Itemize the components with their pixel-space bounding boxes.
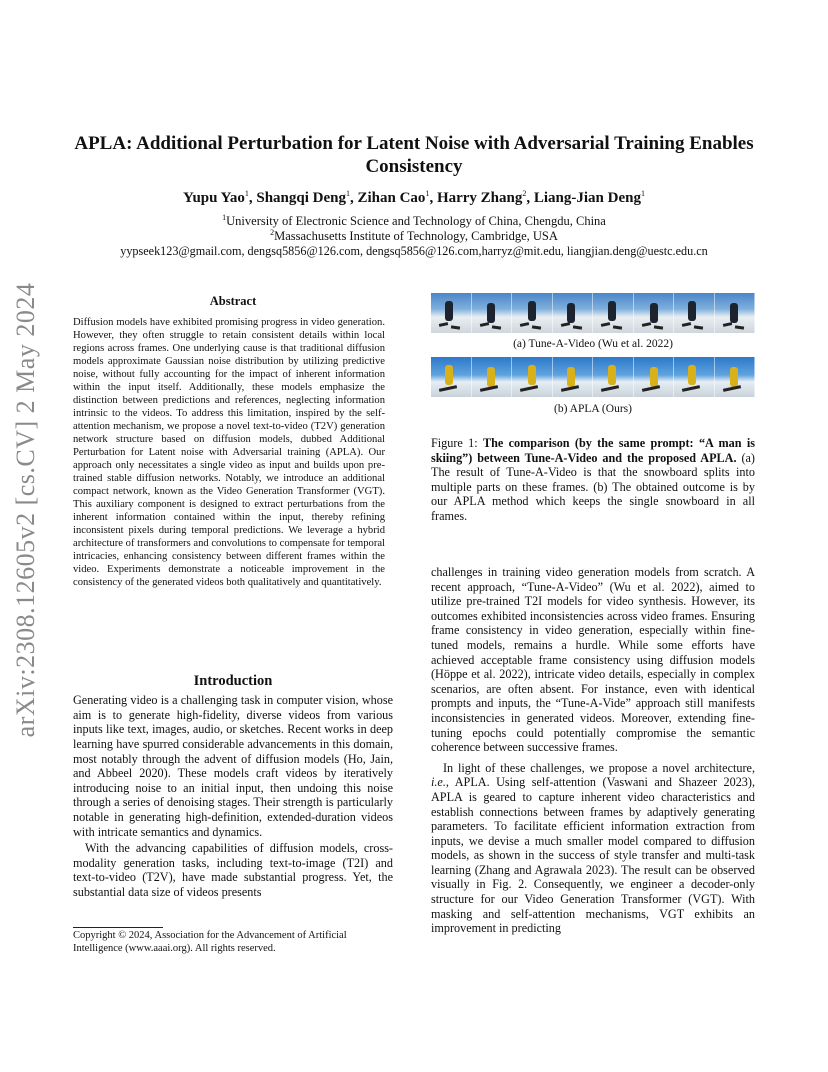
figure-subcaption-a: (a) Tune-A-Video (Wu et al. 2022) bbox=[513, 338, 673, 350]
snowboard bbox=[439, 385, 457, 392]
snowboard bbox=[560, 322, 569, 327]
figure-caption-bold: The comparison (by the same prompt: “A man is skiing”) between Tune-A-Video and the proposed APLA. bbox=[431, 436, 755, 465]
snowboard bbox=[722, 322, 731, 327]
author-name: Shangqi Deng bbox=[256, 190, 346, 206]
skier-figure bbox=[730, 303, 738, 323]
figure-subcaption-b: (b) APLA (Ours) bbox=[554, 403, 632, 415]
author-affiliation-mark: 1 bbox=[640, 189, 645, 198]
introduction-heading: Introduction bbox=[193, 673, 273, 689]
figure-caption-label: Figure 1: bbox=[431, 436, 483, 450]
snowboard bbox=[532, 325, 541, 329]
snowboard bbox=[451, 325, 460, 329]
skier-figure bbox=[688, 301, 696, 321]
skier-figure bbox=[445, 365, 453, 385]
video-frame bbox=[512, 293, 553, 333]
intro-paragraph-3-text: , APLA. Using self-attention (Vaswani and Shazeer 2023), APLA is geared to capture inherent video characteristics and establish connections between frames by adaptively generating parameters. To facilitate efficient information extraction from inputs, we devise a much smaller model compared to diffusion models, as shown in the success of style transfer and multi-task learning (Zhang and Agrawala 2023). The result can be observed visually in Fig. 2. Consequently, we engineer a decoder-only structure for our Video Generation Transformer (VGT). With masking and self-attention mechanisms, VGT exhibits an improvement in predicting bbox=[431, 775, 755, 936]
skier-figure bbox=[608, 365, 616, 385]
affiliation-2 bbox=[40, 229, 788, 244]
abstract-section bbox=[73, 294, 393, 589]
skier-figure bbox=[650, 367, 658, 387]
video-frame bbox=[634, 293, 675, 333]
author-list: Yupu Yao$^1$, Shangqi Deng$^1$, Zihan Cao$^1$, Harry Zhang$^2$, Liang-Jian Deng$^1$ bbox=[183, 189, 645, 206]
skier-figure bbox=[608, 301, 616, 321]
skier-figure bbox=[567, 303, 575, 323]
intro-paragraph-3-text: In light of these challenges, we propose a novel architecture, bbox=[443, 760, 755, 775]
footnote-divider bbox=[73, 927, 163, 928]
author-name: Harry Zhang bbox=[436, 190, 523, 206]
snowboard bbox=[520, 385, 538, 392]
snowboard bbox=[682, 385, 700, 392]
affiliation-1 bbox=[40, 214, 788, 229]
introduction-section bbox=[73, 674, 393, 900]
snowboard bbox=[682, 322, 691, 327]
snowboard bbox=[641, 322, 650, 327]
skier-figure bbox=[688, 365, 696, 385]
abstract-heading: Abstract bbox=[209, 294, 257, 308]
author-affiliation-mark: 1 bbox=[345, 189, 350, 198]
skier-figure bbox=[730, 367, 738, 387]
copyright-footnote bbox=[73, 929, 393, 955]
arxiv-stamp-text: arXiv:2308.12605v2 [cs.CV] 2 May 2024 bbox=[11, 282, 40, 738]
snowboard bbox=[734, 325, 743, 329]
video-frame bbox=[674, 293, 715, 333]
snowboard bbox=[641, 385, 659, 392]
skier-figure bbox=[487, 367, 495, 387]
figure-caption bbox=[431, 436, 755, 524]
snowboard bbox=[613, 325, 622, 329]
copyright-line-2: Intelligence (www.aaai.org). All rights reserved. bbox=[73, 943, 276, 954]
video-frame bbox=[472, 357, 513, 397]
copyright-line-1: Copyright © 2024, Association for the Advancement of Artificial bbox=[73, 930, 347, 941]
video-frame bbox=[553, 293, 594, 333]
author-name: Liang-Jian Deng bbox=[533, 190, 641, 206]
affiliation-mark: 2 bbox=[270, 227, 275, 237]
video-frame bbox=[593, 293, 634, 333]
snowboard bbox=[653, 325, 662, 329]
author-name: Zihan Cao bbox=[357, 190, 426, 206]
snowboard bbox=[601, 322, 610, 327]
snowboard bbox=[439, 322, 448, 327]
skier-figure bbox=[487, 303, 495, 323]
snowboard bbox=[479, 385, 497, 392]
paper-title: APLA: Additional Perturbation for Latent Noise with Adversarial Training Enables Consistency bbox=[74, 133, 754, 177]
snowboard bbox=[520, 322, 529, 327]
video-frame bbox=[512, 357, 553, 397]
skier-figure bbox=[528, 365, 536, 385]
intro-paragraph-2-continued: challenges in training video generation models from scratch. A recent approach, “Tune-A-Video” (Wu et al. 2022), aimed to utilize pre-trained T2I models for video synthesis. However, its outcomes exhibited inconsistencies across video frames. Ensuring frame consistency in video generation, especially within fine-tuned models, remains a hurdle. While some efforts have achieved acceptable frame consistency using diffusion models (Höppe et al. 2022), intricate video details, especially in complex scenarios, are often absent. For instance, even with identical prompts and inputs, the “Tune-A-Vide” approach still manifests inconsistencies in generated videos. Moreover, extending fine-tuning epochs could potentially compromise the semantic coherence between successive frames. bbox=[431, 565, 755, 755]
author-affiliation-mark: 1 bbox=[244, 189, 249, 198]
author-emails: yypseek123@gmail.com, dengsq5856@126.com, dengsq5856@126.com,harryz@mit.edu, liangjian.deng@uestc.edu.cn bbox=[120, 244, 708, 258]
abstract-text: Diffusion models have exhibited promising progress in video generation. However, they often struggle to retain consistent details within local regions across frames. One underlying cause is that traditional diffusion models approximate Gaussian noise distribution by utilizing predictive noise, without fully accounting for the impact of inherent information within the input itself. Additionally, these models emphasize the distinction between predictions and references, neglecting information intrinsic to the videos. To address this limitation, inspired by the self-attention mechanism, we propose a novel text-to-video (T2V) generation network structure based on diffusion models, dubbed Additional Perturbation for Latent noise with Adversarial training (APLA). Our approach only necessitates a single video as input and builds upon pre-trained stable diffusion networks. Notably, we introduce an additional compact network, known as the Video Generation Transformer (VGT). This auxiliary component is designed to extract perturbations from the inherent information contained within the input, thereby refining inconsistent pixels during temporal predictions. We leverage a hybrid architecture of transformers and convolutions to compensate for temporal intricacies, enhancing consistency between different frames within the video. Experiments demonstrate a noticeable improvement in the consistency of the generated videos both qualitatively and quantitatively. bbox=[73, 317, 385, 589]
video-frame bbox=[593, 357, 634, 397]
snowboard bbox=[572, 325, 581, 329]
affiliation-mark: 1 bbox=[222, 212, 227, 222]
video-frame bbox=[553, 357, 594, 397]
skier-figure bbox=[567, 367, 575, 387]
arxiv-stamp bbox=[6, 282, 46, 738]
video-frame bbox=[431, 293, 472, 333]
affiliation-text: Massachusetts Institute of Technology, Cambridge, USA bbox=[274, 229, 558, 243]
skier-figure bbox=[445, 301, 453, 321]
snowboard bbox=[694, 325, 703, 329]
video-frame bbox=[715, 293, 756, 333]
snowboard bbox=[601, 385, 619, 392]
author-affiliation-mark: 2 bbox=[522, 189, 527, 198]
figure-strip-tune-a-video bbox=[431, 293, 755, 333]
intro-paragraph-2: With the advancing capabilities of diffusion models, cross-modality generation tasks, including text-to-image (T2I) and text-to-video (T2V), have made substantial progress. Yet, the substantial data size of videos presents bbox=[73, 841, 393, 899]
intro-paragraph-1: Generating video is a challenging task in computer vision, whose aim is to generate high-fidelity, diverse videos from various inputs like text, images, audio, or sketches. Recent works in deep learning have spurred considerable advancements in this domain, most notably through the advent of diffusion models (Ho, Jain, and Abbeel 2020). These models craft videos by iteratively introducing noise to an initial input, then undoing this noise through a series of denoising stages. Their strength is particularly notable in generating high-definition, extended-duration videos with intricate semantics and dynamics. bbox=[73, 693, 393, 839]
video-frame bbox=[674, 357, 715, 397]
intro-paragraph-3-emphasis: i.e. bbox=[431, 775, 446, 790]
snowboard bbox=[479, 322, 488, 327]
snowboard bbox=[491, 325, 500, 329]
figure-strip-apla bbox=[431, 357, 755, 397]
video-frame bbox=[715, 357, 756, 397]
skier-figure bbox=[650, 303, 658, 323]
video-frame bbox=[634, 357, 675, 397]
author-affiliation-mark: 1 bbox=[425, 189, 430, 198]
intro-paragraph-3 bbox=[431, 761, 755, 936]
intro-continuation bbox=[431, 565, 755, 936]
snowboard bbox=[722, 385, 740, 392]
video-frame bbox=[472, 293, 513, 333]
video-frame bbox=[431, 357, 472, 397]
affiliation-text: University of Electronic Science and Technology of China, Chengdu, China bbox=[226, 214, 606, 228]
figure-caption-rest: (a) The result of Tune-A-Video is that the snowboard splits into multiple parts on these frames. (b) The obtained outcome is by our APLA method which keeps the single snowboard in all frames. bbox=[431, 450, 755, 523]
author-name: Yupu Yao bbox=[183, 190, 245, 206]
skier-figure bbox=[528, 301, 536, 321]
snowboard bbox=[560, 385, 578, 392]
